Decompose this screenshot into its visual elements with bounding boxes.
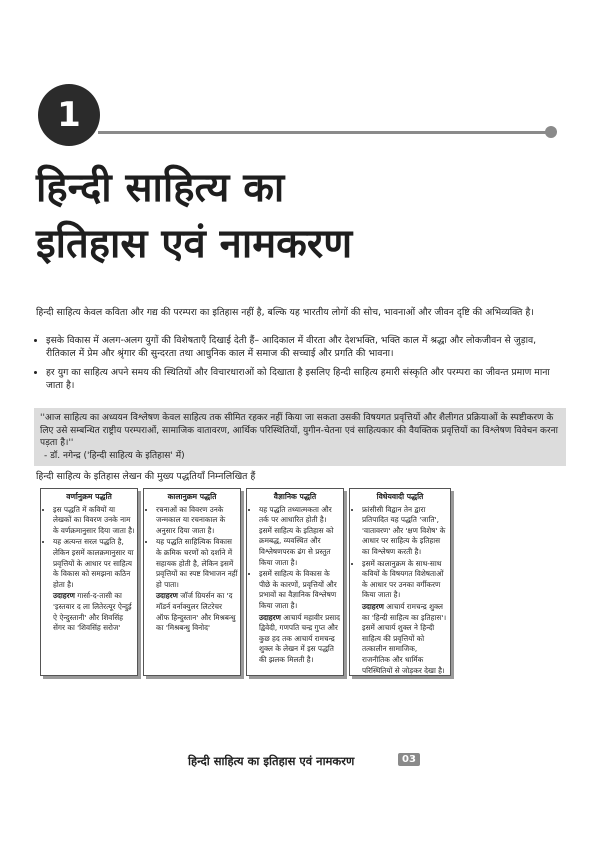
method-card-alphabetical bbox=[40, 488, 138, 676]
method-card-chronological bbox=[143, 488, 241, 676]
method-card-title: वर्णानुक्रम पद्धति bbox=[66, 492, 112, 501]
method-point: • इसमें साहित्य के विकास के पीछे के कारणों, प्रवृत्तियों और प्रभावों का वैज्ञानिक विश्लेषण किया जाता है। bbox=[259, 569, 341, 611]
chapter-number: 1 bbox=[57, 95, 81, 135]
example-text: आचार्य महावीर प्रसाद द्विवेदी, गणपति चन्द्र गुप्त और कुछ हद तक आचार्य रामचन्द्र शुक्ल के लेखन में इस पद्धति की झलक मिलती है। bbox=[259, 612, 340, 664]
chapter-number-badge bbox=[38, 84, 100, 146]
bullet-list bbox=[36, 334, 568, 398]
method-card-title: वैज्ञानिक पद्धति bbox=[273, 492, 317, 501]
bullet-item: • हर युग का साहित्य अपने समय की स्थितियों और विचारधाराओं को दिखाता है इसलिए हिन्दी साहित्य हमारी संस्कृति और परम्परा का जीवन्त प्रमाण माना जाता है। bbox=[46, 366, 568, 392]
methods-heading: हिन्दी साहित्य के इतिहास लेखन की मुख्य पद्धतियाँ निम्नलिखित हैं bbox=[36, 471, 256, 482]
method-point: • रचनाओं का विवरण उनके जन्मकाल या रचनाकाल के अनुसार दिया जाता है। bbox=[156, 505, 238, 537]
example-text: गार्सा-द-तासी का 'इस्तवार द ला लितेरत्यूर ऐन्दुई ऐ ऐन्दुस्तानी' और शिवसिंह सेंगर का 'शिवसिंह सरोज' bbox=[53, 591, 132, 633]
example-label: उदाहरण bbox=[156, 591, 178, 601]
chapter-title-line2: इतिहास एवं नामकरण bbox=[36, 221, 353, 267]
example-label: उदाहरण bbox=[53, 591, 75, 601]
method-card-title: कालानुक्रम पद्धति bbox=[167, 492, 217, 501]
chapter-title bbox=[36, 160, 352, 272]
header-divider-dot bbox=[545, 126, 557, 138]
method-point: • यह पद्धति साहित्यिक विकास के क्रमिक चरणों को दर्शाने में सहायक होती है, लेकिन इसमें प्रवृत्तियों का स्पष्ट विभाजन नहीं हो पाता। bbox=[156, 537, 238, 590]
method-point: • इस पद्धति में कवियों या लेखकों का विवरण उनके नाम के वर्णक्रमानुसार दिया जाता है। bbox=[53, 505, 135, 537]
method-point: • इसमें कालानुक्रम के साथ-साथ कवियों के विषयगत विशेषताओं के आधार पर उनका वर्गीकरण किया जाता है। bbox=[362, 559, 448, 601]
quote-text: ''आज साहित्य का अध्ययन विश्लेषण केवल साहित्य तक सीमित रहकर नहीं किया जा सकता उसकी विषयगत प्रवृत्तियों और शैलीगत प्रक्रियाओं के स्पष्टीकरण के लिए उसे सम्बन्धित राष्ट्रीय परम्पराओं, सामाजिक वातावरण, आर्थिक परिस्थितियों, युगीन-चेतना एवं साहित्यकार की वैयक्तिक प्रवृत्तियों का विश्लेषण विवेचन करना पड़ता है।'' bbox=[40, 413, 558, 448]
page-number: 03 bbox=[398, 753, 420, 766]
example-text: जॉर्ज ग्रियर्सन का 'द मॉडर्न वर्नाक्युलर लिटरेचर ऑफ हिन्दुस्तान' और मिश्रबन्धु का 'मिश्रबन्धु विनोद' bbox=[156, 591, 236, 633]
quote-box bbox=[34, 408, 566, 466]
method-point: • यह पद्धति तथ्यात्मकता और तर्क पर आधारित होती है। इसमें साहित्य के इतिहास को क्रमबद्ध, व्यवस्थित और विश्लेषणपरक ढंग से प्रस्तुत किया जाता है। bbox=[259, 505, 341, 569]
header-divider bbox=[98, 131, 548, 134]
example-label: उदाहरण bbox=[362, 601, 384, 611]
intro-paragraph: हिन्दी साहित्य केवल कविता और गद्य की परम्परा का इतिहास नहीं है, बल्कि यह भारतीय लोगों की सोच, भावनाओं और जीवन दृष्टि की अभिव्यक्ति है। bbox=[36, 307, 534, 318]
method-point: • यह अत्यन्त सरल पद्धति है, लेकिन इसमें कालक्रमानुसार या प्रवृत्तियों के आधार पर साहित्य के विकास को समझना कठिन होता है। bbox=[53, 537, 135, 590]
example-text: आचार्य रामचन्द्र शुक्ल का 'हिन्दी साहित्य का इतिहास'। इसमें आचार्य शुक्ल ने हिन्दी साहित्य की प्रवृत्तियों को तत्कालीन सामाजिक, राजनीतिक और धार्मिक परिस्थितियों से जोड़कर देखा है। bbox=[362, 601, 447, 675]
method-card-positivist bbox=[349, 488, 451, 676]
footer-title: हिन्दी साहित्य का इतिहास एवं नामकरण bbox=[188, 754, 355, 768]
bullet-item: • इसके विकास में अलग-अलग युगों की विशेषताएँ दिखाई देती हैं– आदिकाल में वीरता और देशभक्ति, भक्ति काल में श्रद्धा और लोकजीवन से जुड़ाव, रीतिकाल में प्रेम और श्रृंगार की सुन्दरता तथा आधुनिक काल में समाज की सच्चाई और प्रगति की भावना। bbox=[46, 334, 568, 360]
quote-author: - डॉ. नगेन्द्र ('हिन्दी साहित्य के इतिहास' में) bbox=[44, 450, 185, 461]
method-card-title: विधेयवादी पद्धति bbox=[376, 492, 424, 501]
method-card-scientific bbox=[246, 488, 344, 676]
chapter-title-line1: हिन्दी साहित्य का bbox=[36, 165, 285, 211]
method-point: • फ्रांसीसी विद्वान तेन द्वारा प्रतिपादित यह पद्धति 'जाति', 'वातावरण' और 'क्षण विशेष' के आधार पर साहित्य के इतिहास का विश्लेषण करती है। bbox=[362, 505, 448, 558]
example-label: उदाहरण bbox=[259, 612, 281, 622]
